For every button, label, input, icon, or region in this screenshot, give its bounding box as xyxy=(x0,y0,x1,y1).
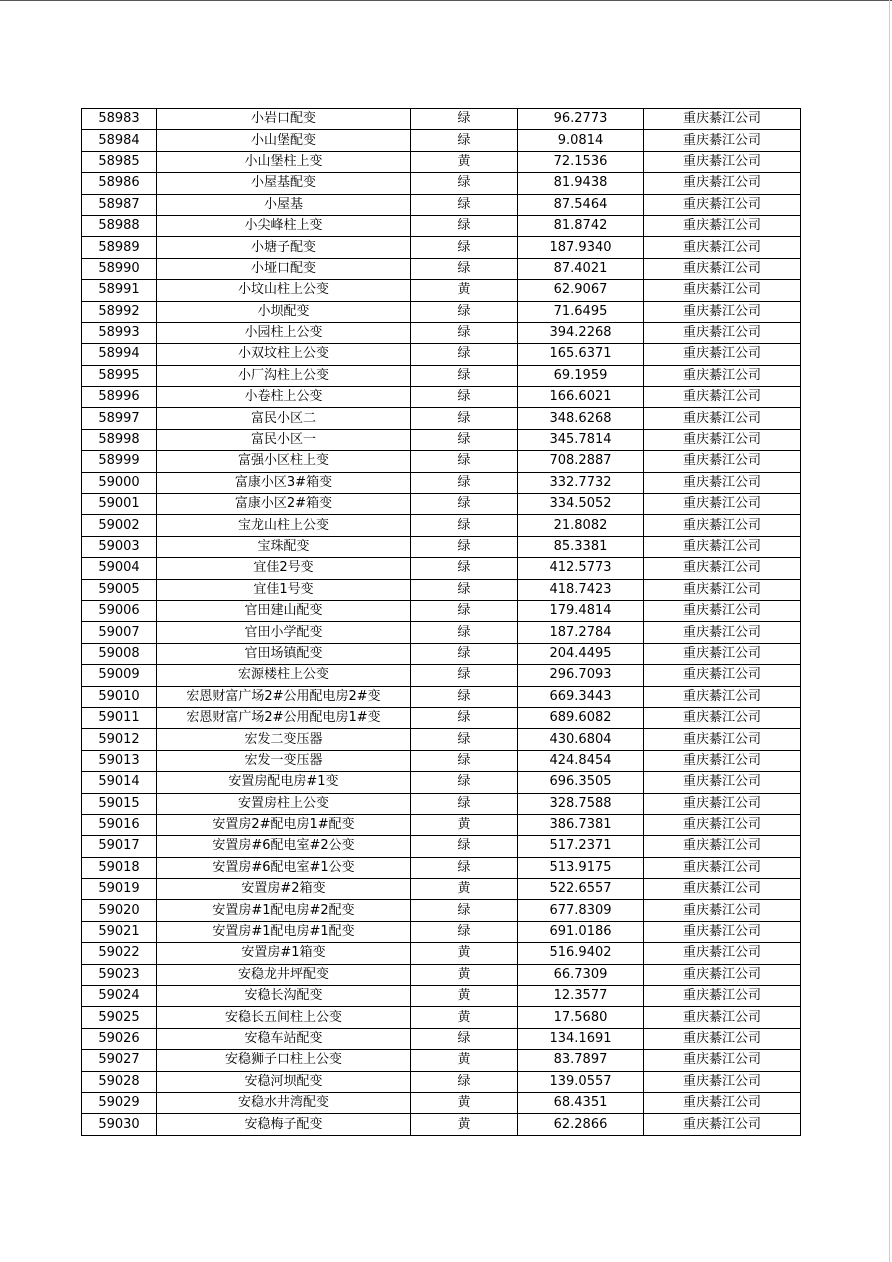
cell-status: 绿 xyxy=(411,1028,518,1049)
cell-id: 59030 xyxy=(82,1114,157,1135)
cell-name: 安稳长五间柱上公变 xyxy=(157,1007,411,1028)
cell-value: 9.0814 xyxy=(518,130,644,151)
cell-value: 394.2268 xyxy=(518,322,644,343)
cell-value: 87.4021 xyxy=(518,258,644,279)
cell-value: 96.2773 xyxy=(518,109,644,130)
table-row xyxy=(82,793,801,814)
cell-status: 绿 xyxy=(411,515,518,536)
table-row xyxy=(82,173,801,194)
cell-company: 重庆綦江公司 xyxy=(644,900,801,921)
cell-name: 小双坟柱上公变 xyxy=(157,344,411,365)
cell-company: 重庆綦江公司 xyxy=(644,258,801,279)
cell-id: 58993 xyxy=(82,322,157,343)
cell-value: 412.5773 xyxy=(518,558,644,579)
cell-company: 重庆綦江公司 xyxy=(644,814,801,835)
cell-name: 宜佳2号变 xyxy=(157,558,411,579)
cell-value: 691.0186 xyxy=(518,921,644,942)
cell-value: 187.2784 xyxy=(518,622,644,643)
cell-id: 59017 xyxy=(82,836,157,857)
cell-name: 宏发一变压器 xyxy=(157,750,411,771)
cell-name: 安稳车站配变 xyxy=(157,1028,411,1049)
cell-status: 黄 xyxy=(411,1092,518,1113)
cell-company: 重庆綦江公司 xyxy=(644,1028,801,1049)
cell-company: 重庆綦江公司 xyxy=(644,665,801,686)
cell-status: 绿 xyxy=(411,494,518,515)
table-row xyxy=(82,344,801,365)
cell-id: 59015 xyxy=(82,793,157,814)
cell-status: 黄 xyxy=(411,964,518,985)
cell-company: 重庆綦江公司 xyxy=(644,857,801,878)
cell-status: 绿 xyxy=(411,772,518,793)
cell-id: 58995 xyxy=(82,365,157,386)
table-row xyxy=(82,986,801,1007)
table-row xyxy=(82,921,801,942)
cell-id: 59010 xyxy=(82,686,157,707)
cell-company: 重庆綦江公司 xyxy=(644,472,801,493)
cell-value: 696.3505 xyxy=(518,772,644,793)
cell-status: 黄 xyxy=(411,1050,518,1071)
cell-name: 富康小区2#箱变 xyxy=(157,494,411,515)
table-row xyxy=(82,643,801,664)
cell-status: 黄 xyxy=(411,151,518,172)
cell-status: 绿 xyxy=(411,579,518,600)
cell-name: 小卷柱上公变 xyxy=(157,387,411,408)
cell-status: 黄 xyxy=(411,814,518,835)
cell-value: 516.9402 xyxy=(518,943,644,964)
table-row xyxy=(82,558,801,579)
cell-value: 68.4351 xyxy=(518,1092,644,1113)
cell-name: 安置房#6配电室#2公变 xyxy=(157,836,411,857)
cell-id: 59026 xyxy=(82,1028,157,1049)
cell-id: 58990 xyxy=(82,258,157,279)
cell-id: 59002 xyxy=(82,515,157,536)
cell-value: 165.6371 xyxy=(518,344,644,365)
cell-value: 69.1959 xyxy=(518,365,644,386)
cell-name: 宝珠配变 xyxy=(157,536,411,557)
cell-company: 重庆綦江公司 xyxy=(644,1007,801,1028)
cell-id: 58989 xyxy=(82,237,157,258)
cell-company: 重庆綦江公司 xyxy=(644,707,801,728)
cell-company: 重庆綦江公司 xyxy=(644,408,801,429)
cell-value: 17.5680 xyxy=(518,1007,644,1028)
cell-id: 58987 xyxy=(82,194,157,215)
cell-status: 绿 xyxy=(411,665,518,686)
cell-name: 宏恩财富广场2#公用配电房2#变 xyxy=(157,686,411,707)
cell-status: 绿 xyxy=(411,429,518,450)
table-row xyxy=(82,900,801,921)
cell-name: 小山堡配变 xyxy=(157,130,411,151)
cell-id: 58985 xyxy=(82,151,157,172)
cell-status: 绿 xyxy=(411,622,518,643)
cell-id: 59006 xyxy=(82,600,157,621)
cell-value: 517.2371 xyxy=(518,836,644,857)
cell-name: 安置房2#配电房1#配变 xyxy=(157,814,411,835)
cell-name: 小坟山柱上公变 xyxy=(157,280,411,301)
cell-id: 58984 xyxy=(82,130,157,151)
cell-name: 小尖峰柱上变 xyxy=(157,215,411,236)
cell-value: 166.6021 xyxy=(518,387,644,408)
cell-id: 58988 xyxy=(82,215,157,236)
cell-value: 187.9340 xyxy=(518,237,644,258)
cell-status: 绿 xyxy=(411,686,518,707)
cell-name: 小园柱上公变 xyxy=(157,322,411,343)
cell-value: 81.9438 xyxy=(518,173,644,194)
cell-status: 绿 xyxy=(411,387,518,408)
cell-company: 重庆綦江公司 xyxy=(644,130,801,151)
cell-value: 328.7588 xyxy=(518,793,644,814)
cell-company: 重庆綦江公司 xyxy=(644,109,801,130)
cell-status: 绿 xyxy=(411,173,518,194)
cell-company: 重庆綦江公司 xyxy=(644,194,801,215)
cell-company: 重庆綦江公司 xyxy=(644,515,801,536)
cell-name: 小屋基 xyxy=(157,194,411,215)
cell-id: 58998 xyxy=(82,429,157,450)
cell-value: 296.7093 xyxy=(518,665,644,686)
cell-company: 重庆綦江公司 xyxy=(644,558,801,579)
table-row xyxy=(82,707,801,728)
cell-value: 71.6495 xyxy=(518,301,644,322)
cell-company: 重庆綦江公司 xyxy=(644,151,801,172)
cell-company: 重庆綦江公司 xyxy=(644,322,801,343)
cell-id: 59023 xyxy=(82,964,157,985)
page-top-border xyxy=(0,0,892,1)
cell-status: 绿 xyxy=(411,194,518,215)
cell-value: 345.7814 xyxy=(518,429,644,450)
table-row xyxy=(82,579,801,600)
cell-status: 绿 xyxy=(411,301,518,322)
table-row xyxy=(82,1028,801,1049)
cell-value: 87.5464 xyxy=(518,194,644,215)
cell-name: 小垭口配变 xyxy=(157,258,411,279)
table-row xyxy=(82,1007,801,1028)
cell-company: 重庆綦江公司 xyxy=(644,1114,801,1135)
cell-status: 绿 xyxy=(411,750,518,771)
table-row xyxy=(82,515,801,536)
cell-value: 139.0557 xyxy=(518,1071,644,1092)
cell-company: 重庆綦江公司 xyxy=(644,1050,801,1071)
cell-value: 669.3443 xyxy=(518,686,644,707)
cell-id: 58991 xyxy=(82,280,157,301)
cell-company: 重庆綦江公司 xyxy=(644,729,801,750)
table-row xyxy=(82,772,801,793)
cell-status: 绿 xyxy=(411,408,518,429)
table-row xyxy=(82,408,801,429)
cell-id: 59020 xyxy=(82,900,157,921)
cell-status: 黄 xyxy=(411,879,518,900)
table-row xyxy=(82,387,801,408)
cell-company: 重庆綦江公司 xyxy=(644,215,801,236)
cell-value: 430.6804 xyxy=(518,729,644,750)
table-row xyxy=(82,258,801,279)
table-row xyxy=(82,451,801,472)
cell-name: 安稳河坝配变 xyxy=(157,1071,411,1092)
cell-company: 重庆綦江公司 xyxy=(644,772,801,793)
cell-id: 59019 xyxy=(82,879,157,900)
cell-company: 重庆綦江公司 xyxy=(644,622,801,643)
cell-status: 绿 xyxy=(411,365,518,386)
cell-value: 21.8082 xyxy=(518,515,644,536)
cell-name: 富康小区3#箱变 xyxy=(157,472,411,493)
cell-id: 59028 xyxy=(82,1071,157,1092)
cell-status: 绿 xyxy=(411,322,518,343)
cell-name: 小塘子配变 xyxy=(157,237,411,258)
cell-value: 81.8742 xyxy=(518,215,644,236)
table-row xyxy=(82,109,801,130)
cell-company: 重庆綦江公司 xyxy=(644,600,801,621)
cell-status: 绿 xyxy=(411,793,518,814)
cell-id: 59009 xyxy=(82,665,157,686)
cell-company: 重庆綦江公司 xyxy=(644,429,801,450)
cell-name: 宏源楼柱上公变 xyxy=(157,665,411,686)
cell-status: 黄 xyxy=(411,1007,518,1028)
cell-company: 重庆綦江公司 xyxy=(644,750,801,771)
table-row xyxy=(82,729,801,750)
cell-name: 安置房#6配电室#1公变 xyxy=(157,857,411,878)
table-row xyxy=(82,686,801,707)
cell-name: 小屋基配变 xyxy=(157,173,411,194)
cell-name: 安稳长沟配变 xyxy=(157,986,411,1007)
cell-name: 宜佳1号变 xyxy=(157,579,411,600)
cell-company: 重庆綦江公司 xyxy=(644,451,801,472)
table-row xyxy=(82,365,801,386)
cell-status: 绿 xyxy=(411,344,518,365)
cell-status: 绿 xyxy=(411,1071,518,1092)
page-right-border xyxy=(889,0,890,1262)
cell-name: 安置房#1配电房#1配变 xyxy=(157,921,411,942)
cell-id: 59025 xyxy=(82,1007,157,1028)
cell-value: 334.5052 xyxy=(518,494,644,515)
table-row xyxy=(82,1071,801,1092)
cell-id: 59016 xyxy=(82,814,157,835)
cell-id: 59014 xyxy=(82,772,157,793)
cell-company: 重庆綦江公司 xyxy=(644,280,801,301)
cell-id: 59005 xyxy=(82,579,157,600)
cell-company: 重庆綦江公司 xyxy=(644,643,801,664)
cell-name: 安稳龙井坪配变 xyxy=(157,964,411,985)
cell-company: 重庆綦江公司 xyxy=(644,986,801,1007)
cell-name: 安置房#2箱变 xyxy=(157,879,411,900)
cell-status: 绿 xyxy=(411,836,518,857)
cell-company: 重庆綦江公司 xyxy=(644,879,801,900)
cell-value: 386.7381 xyxy=(518,814,644,835)
cell-id: 59024 xyxy=(82,986,157,1007)
cell-id: 58994 xyxy=(82,344,157,365)
table-row xyxy=(82,215,801,236)
transformer-table xyxy=(81,108,801,1136)
cell-name: 小岩口配变 xyxy=(157,109,411,130)
cell-company: 重庆綦江公司 xyxy=(644,344,801,365)
cell-id: 58996 xyxy=(82,387,157,408)
table-row xyxy=(82,836,801,857)
cell-name: 安稳梅子配变 xyxy=(157,1114,411,1135)
cell-id: 59011 xyxy=(82,707,157,728)
cell-id: 59003 xyxy=(82,536,157,557)
cell-value: 72.1536 xyxy=(518,151,644,172)
cell-company: 重庆綦江公司 xyxy=(644,686,801,707)
table-row xyxy=(82,857,801,878)
cell-id: 59004 xyxy=(82,558,157,579)
cell-name: 宏发二变压器 xyxy=(157,729,411,750)
table-row xyxy=(82,814,801,835)
table-row xyxy=(82,964,801,985)
cell-value: 332.7732 xyxy=(518,472,644,493)
cell-status: 绿 xyxy=(411,237,518,258)
cell-status: 绿 xyxy=(411,729,518,750)
table-row xyxy=(82,750,801,771)
table-row xyxy=(82,301,801,322)
cell-status: 绿 xyxy=(411,109,518,130)
cell-id: 59027 xyxy=(82,1050,157,1071)
cell-company: 重庆綦江公司 xyxy=(644,387,801,408)
cell-id: 58997 xyxy=(82,408,157,429)
cell-id: 58999 xyxy=(82,451,157,472)
table-row xyxy=(82,280,801,301)
cell-id: 59008 xyxy=(82,643,157,664)
cell-company: 重庆綦江公司 xyxy=(644,301,801,322)
cell-status: 黄 xyxy=(411,280,518,301)
cell-status: 绿 xyxy=(411,643,518,664)
cell-name: 宝龙山柱上公变 xyxy=(157,515,411,536)
cell-id: 59013 xyxy=(82,750,157,771)
cell-value: 66.7309 xyxy=(518,964,644,985)
table-row xyxy=(82,151,801,172)
cell-status: 绿 xyxy=(411,130,518,151)
cell-value: 12.3577 xyxy=(518,986,644,1007)
cell-id: 59007 xyxy=(82,622,157,643)
table-row xyxy=(82,322,801,343)
cell-value: 689.6082 xyxy=(518,707,644,728)
cell-name: 安置房柱上公变 xyxy=(157,793,411,814)
cell-id: 59018 xyxy=(82,857,157,878)
cell-company: 重庆綦江公司 xyxy=(644,579,801,600)
table-row xyxy=(82,130,801,151)
cell-name: 富民小区二 xyxy=(157,408,411,429)
cell-name: 富强小区柱上变 xyxy=(157,451,411,472)
cell-name: 安置房#1配电房#2配变 xyxy=(157,900,411,921)
cell-id: 58992 xyxy=(82,301,157,322)
cell-value: 424.8454 xyxy=(518,750,644,771)
cell-name: 官田建山配变 xyxy=(157,600,411,621)
cell-company: 重庆綦江公司 xyxy=(644,836,801,857)
cell-id: 59022 xyxy=(82,943,157,964)
cell-value: 204.4495 xyxy=(518,643,644,664)
table-row xyxy=(82,665,801,686)
cell-id: 59012 xyxy=(82,729,157,750)
table-row xyxy=(82,472,801,493)
cell-name: 宏恩财富广场2#公用配电房1#变 xyxy=(157,707,411,728)
table-row xyxy=(82,622,801,643)
cell-value: 134.1691 xyxy=(518,1028,644,1049)
cell-status: 黄 xyxy=(411,943,518,964)
cell-company: 重庆綦江公司 xyxy=(644,1092,801,1113)
table-row xyxy=(82,879,801,900)
cell-value: 708.2887 xyxy=(518,451,644,472)
table-row xyxy=(82,429,801,450)
cell-id: 58986 xyxy=(82,173,157,194)
cell-status: 绿 xyxy=(411,536,518,557)
cell-id: 58983 xyxy=(82,109,157,130)
cell-name: 安稳水井湾配变 xyxy=(157,1092,411,1113)
table-row xyxy=(82,494,801,515)
cell-status: 绿 xyxy=(411,558,518,579)
cell-company: 重庆綦江公司 xyxy=(644,943,801,964)
cell-status: 黄 xyxy=(411,1114,518,1135)
table-row xyxy=(82,600,801,621)
table-body xyxy=(82,109,801,1136)
cell-company: 重庆綦江公司 xyxy=(644,536,801,557)
cell-name: 官田场镇配变 xyxy=(157,643,411,664)
cell-value: 513.9175 xyxy=(518,857,644,878)
table-row xyxy=(82,943,801,964)
cell-value: 677.8309 xyxy=(518,900,644,921)
cell-id: 59029 xyxy=(82,1092,157,1113)
cell-value: 179.4814 xyxy=(518,600,644,621)
cell-name: 安置房配电房#1变 xyxy=(157,772,411,793)
table-row xyxy=(82,1050,801,1071)
cell-company: 重庆綦江公司 xyxy=(644,793,801,814)
cell-status: 绿 xyxy=(411,921,518,942)
cell-name: 小坝配变 xyxy=(157,301,411,322)
cell-company: 重庆綦江公司 xyxy=(644,921,801,942)
cell-name: 富民小区一 xyxy=(157,429,411,450)
cell-status: 绿 xyxy=(411,707,518,728)
cell-id: 59001 xyxy=(82,494,157,515)
cell-company: 重庆綦江公司 xyxy=(644,494,801,515)
table-row xyxy=(82,536,801,557)
cell-company: 重庆綦江公司 xyxy=(644,173,801,194)
cell-company: 重庆綦江公司 xyxy=(644,365,801,386)
cell-name: 安稳狮子口柱上公变 xyxy=(157,1050,411,1071)
cell-status: 绿 xyxy=(411,451,518,472)
table-row xyxy=(82,237,801,258)
cell-status: 黄 xyxy=(411,986,518,1007)
cell-value: 418.7423 xyxy=(518,579,644,600)
cell-value: 83.7897 xyxy=(518,1050,644,1071)
cell-value: 522.6557 xyxy=(518,879,644,900)
cell-name: 官田小学配变 xyxy=(157,622,411,643)
cell-status: 绿 xyxy=(411,857,518,878)
cell-status: 绿 xyxy=(411,215,518,236)
table-row xyxy=(82,1114,801,1135)
table-row xyxy=(82,194,801,215)
cell-value: 62.9067 xyxy=(518,280,644,301)
cell-value: 348.6268 xyxy=(518,408,644,429)
table-row xyxy=(82,1092,801,1113)
cell-status: 绿 xyxy=(411,258,518,279)
cell-id: 59021 xyxy=(82,921,157,942)
cell-name: 小厂沟柱上公变 xyxy=(157,365,411,386)
cell-id: 59000 xyxy=(82,472,157,493)
cell-status: 绿 xyxy=(411,600,518,621)
cell-name: 安置房#1箱变 xyxy=(157,943,411,964)
cell-company: 重庆綦江公司 xyxy=(644,237,801,258)
cell-status: 绿 xyxy=(411,472,518,493)
cell-value: 85.3381 xyxy=(518,536,644,557)
cell-name: 小山堡柱上变 xyxy=(157,151,411,172)
cell-company: 重庆綦江公司 xyxy=(644,1071,801,1092)
cell-value: 62.2866 xyxy=(518,1114,644,1135)
cell-status: 绿 xyxy=(411,900,518,921)
cell-company: 重庆綦江公司 xyxy=(644,964,801,985)
